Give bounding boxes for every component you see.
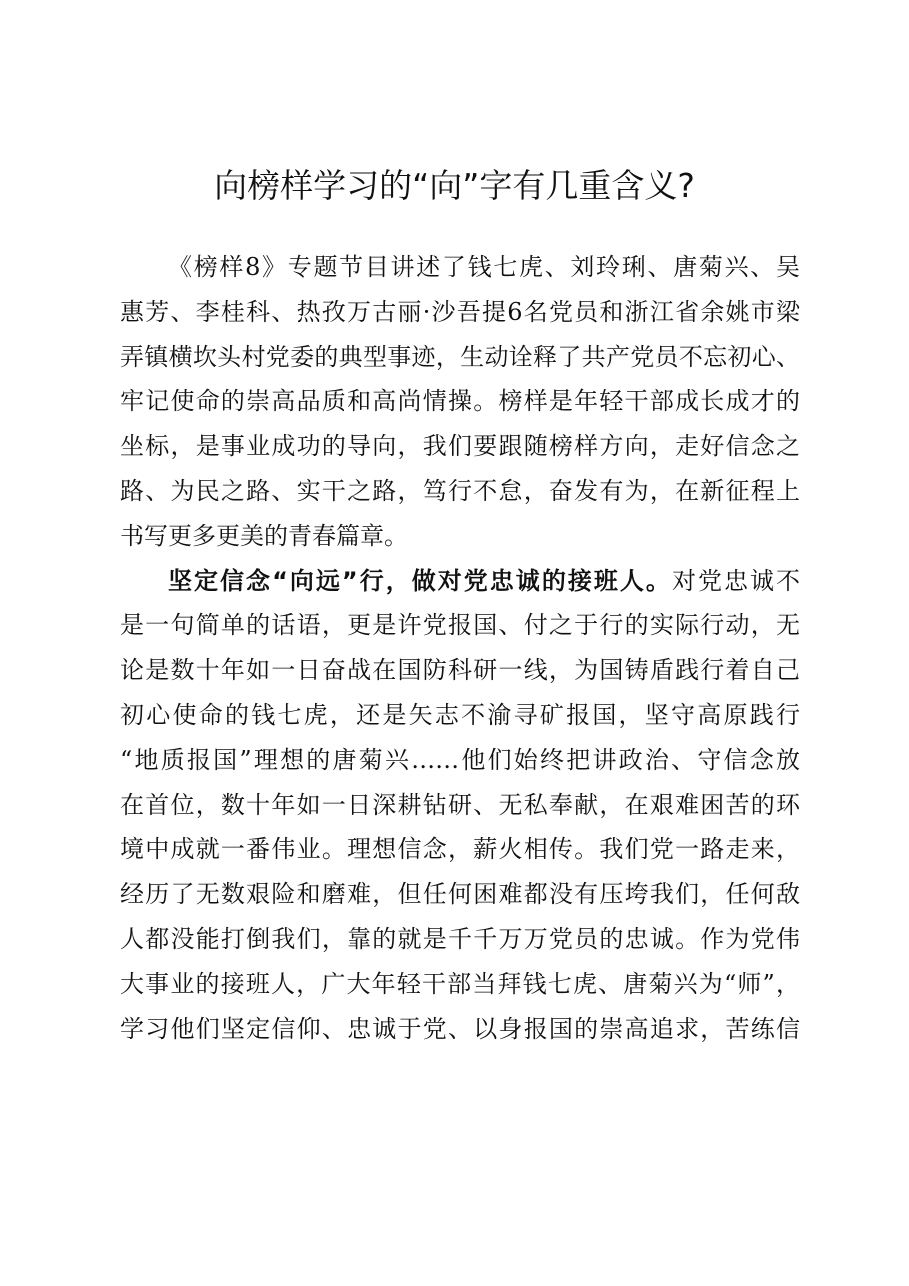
text-line: 惠芳、李桂科、热孜万古丽·沙吾提6名党员和浙江省余姚市梁 <box>120 297 800 326</box>
text-line: 弄镇横坎头村党委的典型事迹，生动诠释了共产党员不忘初心、 <box>120 342 800 371</box>
text-line: 牢记使命的崇高品质和高尚情操。榜样是年轻干部成长成才的 <box>120 387 800 416</box>
document-body <box>120 245 800 1051</box>
paragraph-section-1 <box>120 559 800 1052</box>
text-line: 是一句简单的话语，更是许党报国、付之于行的实际行动，无 <box>120 611 800 640</box>
text-line: 境中成就一番伟业。理想信念，薪火相传。我们党一路走来， <box>120 835 800 864</box>
text-run: 对党忠诚不 <box>671 566 801 595</box>
text-line: 经历了无数艰险和磨难，但任何困难都没有压垮我们，任何敌 <box>120 880 800 909</box>
text-line <box>120 559 800 604</box>
text-line: 大事业的接班人，广大年轻干部当拜钱七虎、唐菊兴为“师”， <box>120 969 800 998</box>
paragraph-intro <box>120 245 800 559</box>
text-line: 在首位，数十年如一日深耕钻研、无私奉献，在艰难困苦的环 <box>120 790 800 819</box>
text-line: 坐标，是事业成功的导向，我们要跟随榜样方向，走好信念之 <box>120 432 800 461</box>
section-heading: 坚定信念“向远”行，做对党忠诚的接班人。 <box>168 566 672 595</box>
text-line: 学习他们坚定信仰、忠诚于党、以身报国的崇高追求，苦练信 <box>120 1014 800 1043</box>
text-line: 人都没能打倒我们，靠的就是千千万万党员的忠诚。作为党伟 <box>120 924 800 953</box>
text-line: 初心使命的钱七虎，还是矢志不渝寻矿报国，坚守高原践行 <box>120 700 800 729</box>
document-title: 向榜样学习的“向”字有几重含义? <box>214 166 695 205</box>
text-line: “地质报国”理想的唐菊兴……他们始终把讲政治、守信念放 <box>120 745 800 774</box>
text-line: 路、为民之路、实干之路，笃行不怠，奋发有为，在新征程上 <box>120 476 800 505</box>
text-line: 书写更多更美的青春篇章。 <box>120 521 408 550</box>
text-line: 《榜样8》专题节目讲述了钱七虎、刘玲琍、唐菊兴、吴 <box>168 253 800 281</box>
text-line: 论是数十年如一日奋战在国防科研一线，为国铸盾践行着自己 <box>120 656 800 685</box>
